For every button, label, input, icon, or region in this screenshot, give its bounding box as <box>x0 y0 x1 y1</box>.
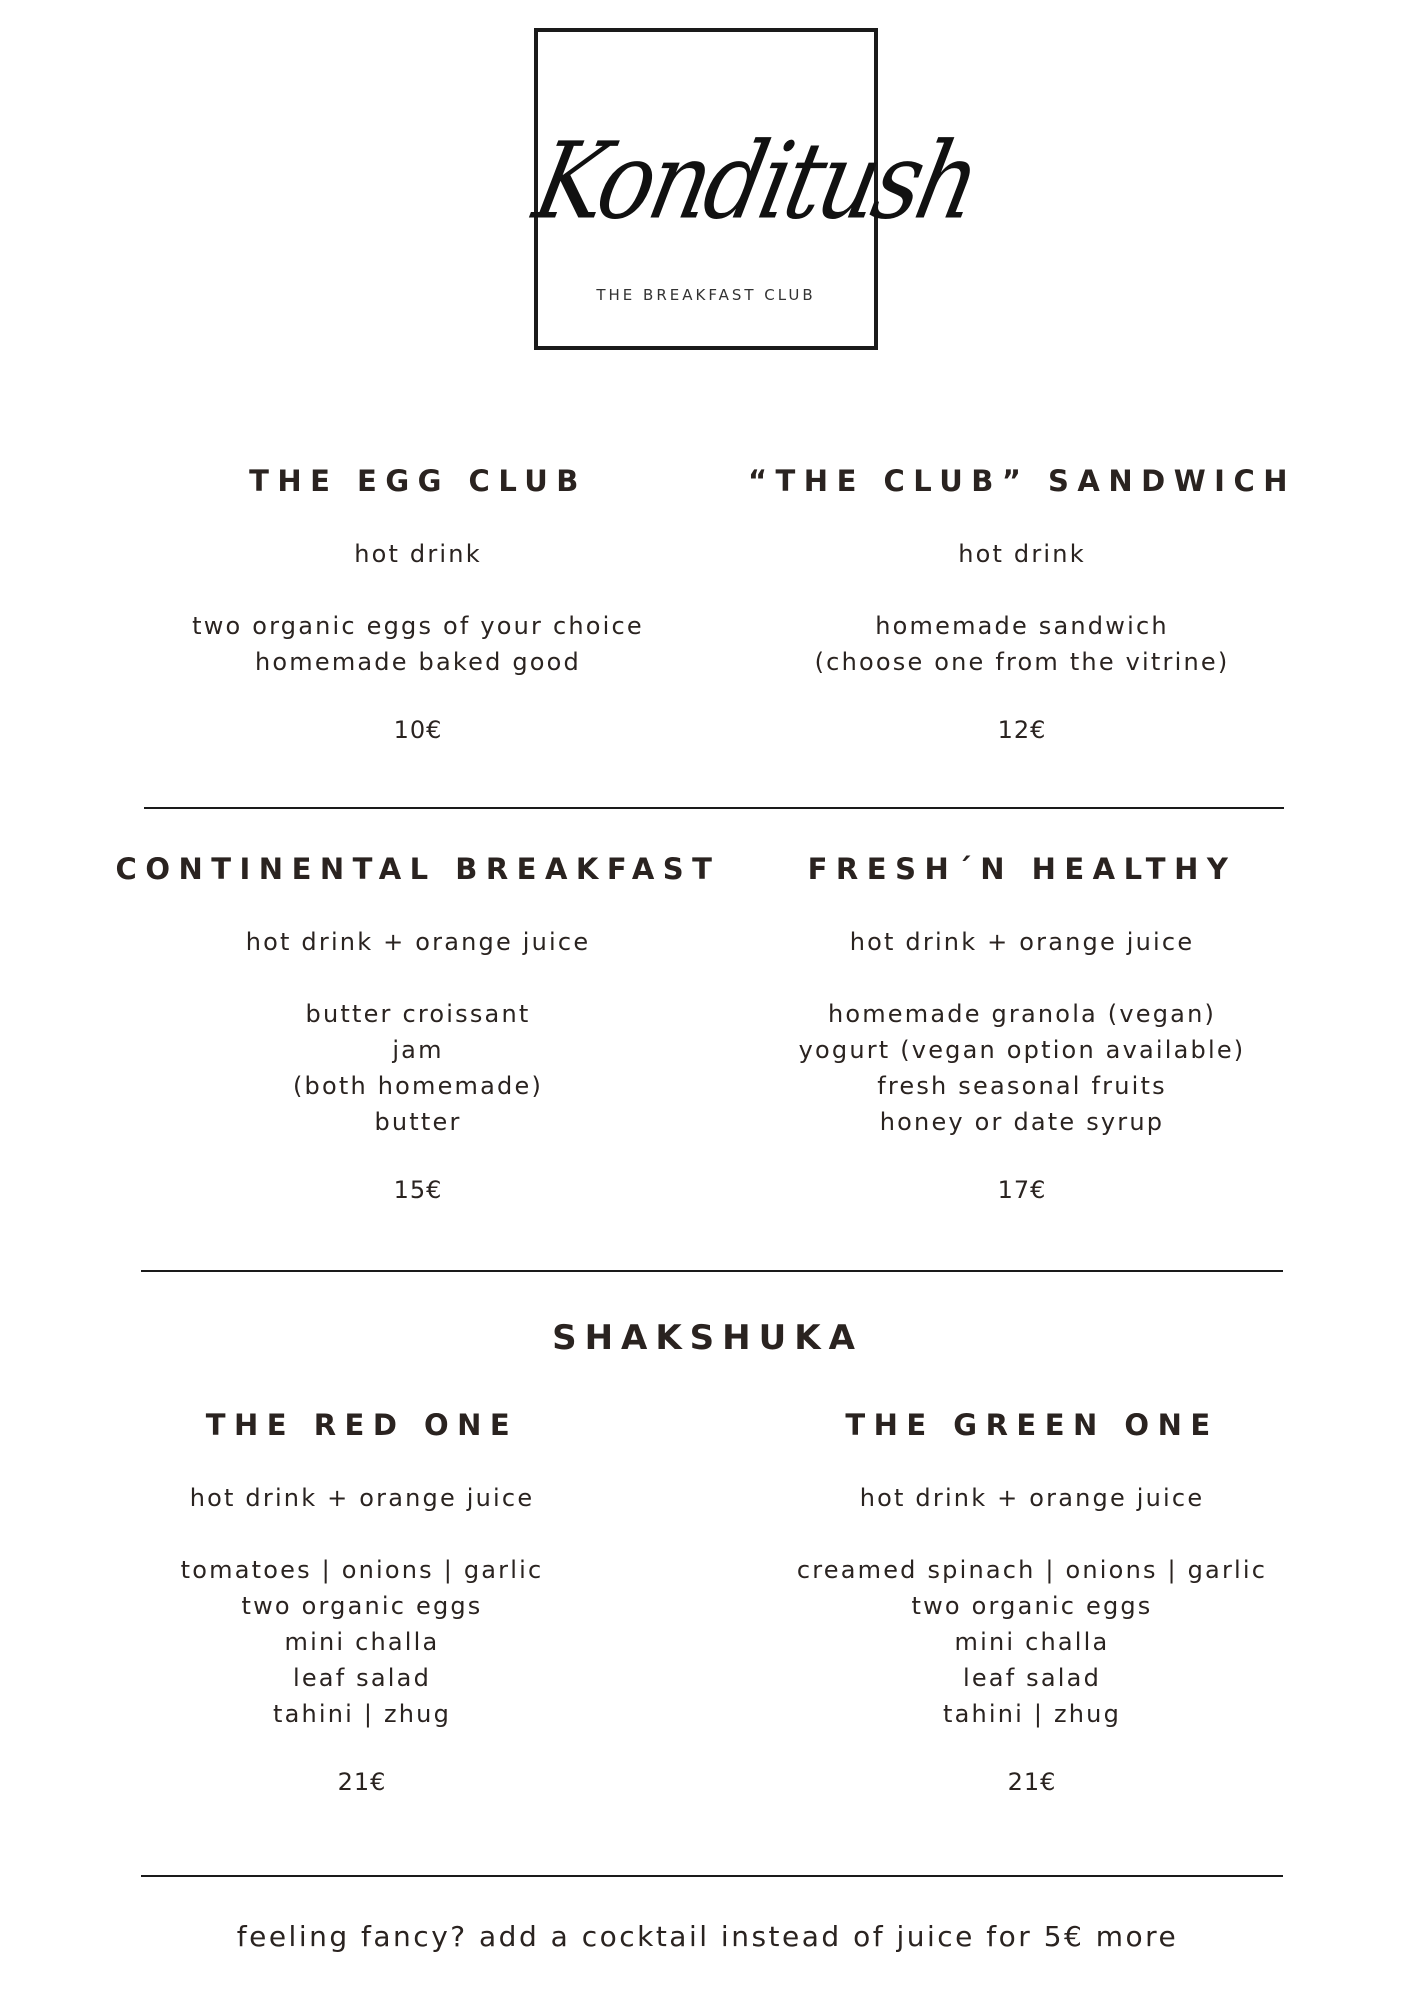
menu-item-line: yogurt (vegan option available) <box>798 1036 1246 1064</box>
menu-item-price: 10€ <box>393 716 443 744</box>
menu-item-drink: hot drink + orange juice <box>849 928 1195 956</box>
menu-item-drink: hot drink + orange juice <box>189 1484 535 1512</box>
menu-item-line: two organic eggs <box>241 1592 483 1620</box>
menu-item-title: THE EGG CLUB <box>249 464 587 498</box>
menu-item-title: THE RED ONE <box>205 1408 519 1442</box>
section-title-shakshuka: SHAKSHUKA <box>552 1318 863 1358</box>
divider <box>144 807 1284 809</box>
menu-item-line: leaf salad <box>292 1664 432 1692</box>
menu-item-drink: hot drink + orange juice <box>245 928 591 956</box>
menu-item-price: 17€ <box>997 1176 1047 1204</box>
menu-item-line: (both homemade) <box>292 1072 544 1100</box>
menu-item-title: FRESH´N HEALTHY <box>807 852 1237 886</box>
menu-item-price: 15€ <box>393 1176 443 1204</box>
menu-item-continental-breakfast <box>108 852 728 1204</box>
menu-item-line: butter croissant <box>305 1000 531 1028</box>
menu-item-line: two organic eggs <box>911 1592 1153 1620</box>
menu-item-line: (choose one from the vitrine) <box>814 648 1230 676</box>
logo <box>524 28 987 350</box>
menu-item-line: fresh seasonal fruits <box>877 1072 1167 1100</box>
divider <box>141 1270 1283 1272</box>
menu-item-fresh-n-healthy <box>712 852 1332 1204</box>
menu-item-line: homemade granola (vegan) <box>827 1000 1217 1028</box>
menu-item-drink: hot drink <box>958 540 1086 568</box>
menu-item-red-one <box>52 1408 672 1796</box>
menu-item-egg-club <box>108 464 728 744</box>
menu-item-line: mini challa <box>284 1628 440 1656</box>
menu-item-line: homemade sandwich <box>875 612 1169 640</box>
menu-item-line: honey or date syrup <box>879 1108 1165 1136</box>
menu-item-line: homemade baked good <box>254 648 581 676</box>
menu-item-line: two organic eggs of your choice <box>192 612 644 640</box>
menu-item-price: 12€ <box>997 716 1047 744</box>
menu-item-drink: hot drink <box>354 540 482 568</box>
footer-note: feeling fancy? add a cocktail instead of juice for 5€ more <box>236 1920 1179 1953</box>
menu-item-line: creamed spinach | onions | garlic <box>796 1556 1268 1584</box>
menu-item-line: tahini | zhug <box>272 1700 452 1728</box>
logo-script: Konditush <box>524 119 987 244</box>
menu-item-line: mini challa <box>954 1628 1110 1656</box>
menu-item-title: CONTINENTAL BREAKFAST <box>115 852 721 886</box>
menu-item-green-one <box>722 1408 1342 1796</box>
menu-item-line: tomatoes | onions | garlic <box>180 1556 544 1584</box>
logo-subtitle: THE BREAKFAST CLUB <box>596 286 816 304</box>
menu-item-title: THE GREEN ONE <box>845 1408 1219 1442</box>
menu-item-line: jam <box>392 1036 444 1064</box>
divider <box>141 1875 1283 1877</box>
menu-item-line: butter <box>374 1108 462 1136</box>
menu-item-price: 21€ <box>337 1768 387 1796</box>
menu-item-drink: hot drink + orange juice <box>859 1484 1205 1512</box>
menu-item-line: tahini | zhug <box>942 1700 1122 1728</box>
menu-item-title: “THE CLUB” SANDWICH <box>747 464 1297 498</box>
menu-item-price: 21€ <box>1007 1768 1057 1796</box>
menu-item-line: leaf salad <box>962 1664 1102 1692</box>
menu-item-club-sandwich <box>712 464 1332 744</box>
